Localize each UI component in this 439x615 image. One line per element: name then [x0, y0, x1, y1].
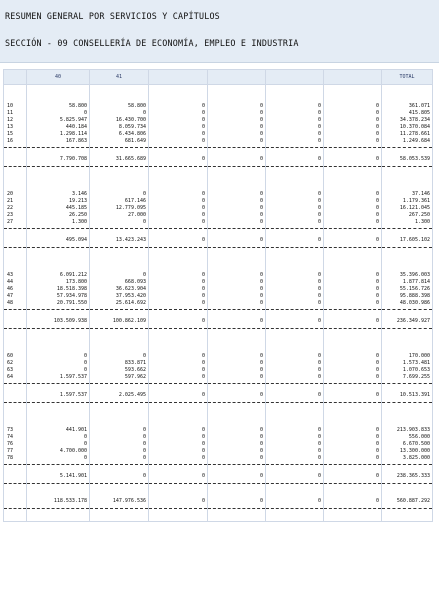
cell-value: 0 [324, 293, 382, 300]
cell-value: 55.156.726 [382, 286, 433, 293]
cell-value: 0 [324, 272, 382, 279]
cell-value: 0 [266, 117, 324, 124]
cell-value: 8.059.734 [90, 124, 149, 131]
subtotal-row [4, 390, 433, 400]
cell-value: 147.976.536 [90, 496, 149, 506]
cell-value: 213.903.833 [382, 427, 433, 434]
cell-value: 0 [266, 374, 324, 381]
cell-value: 0 [266, 390, 324, 400]
column-header [149, 70, 208, 85]
cell-value: 0 [149, 124, 208, 131]
cell-value: 440.184 [27, 124, 90, 131]
cell-value: 0 [90, 272, 149, 279]
column-header [4, 70, 27, 85]
cell-value: 415.805 [382, 110, 433, 117]
row-code [4, 316, 27, 326]
column-header-total: TOTAL [382, 70, 433, 85]
cell-value: 0 [90, 448, 149, 455]
cell-value: 118.533.178 [27, 496, 90, 506]
cell-value: 0 [149, 300, 208, 307]
row-code: 76 [4, 441, 27, 448]
cell-value: 12.779.095 [90, 205, 149, 212]
cell-value: 0 [324, 286, 382, 293]
cell-value: 1.249.684 [382, 138, 433, 145]
table-row [4, 219, 433, 226]
cell-value: 0 [149, 286, 208, 293]
row-code [4, 471, 27, 481]
cell-value: 0 [266, 441, 324, 448]
cell-value: 1.298.114 [27, 131, 90, 138]
cell-value: 617.146 [90, 198, 149, 205]
cell-value: 0 [208, 496, 266, 506]
cell-value: 0 [266, 124, 324, 131]
row-code [4, 390, 27, 400]
cell-value: 0 [208, 154, 266, 164]
table-header-row [4, 70, 433, 85]
cell-value: 0 [208, 212, 266, 219]
cell-value: 1.300 [27, 219, 90, 226]
cell-value: 0 [266, 235, 324, 245]
cell-value: 0 [324, 316, 382, 326]
cell-value: 1.597.537 [27, 374, 90, 381]
cell-value: 0 [324, 131, 382, 138]
row-code: 13 [4, 124, 27, 131]
cell-value: 1.573.481 [382, 360, 433, 367]
report-title: RESUMEN GENERAL POR SERVICIOS Y CAPÍTULOS [5, 11, 220, 21]
cell-value: 0 [149, 272, 208, 279]
cell-value: 0 [208, 360, 266, 367]
row-code: 47 [4, 293, 27, 300]
cell-value: 0 [149, 131, 208, 138]
cell-value: 0 [266, 316, 324, 326]
cell-value: 0 [149, 390, 208, 400]
cell-value: 1.877.814 [382, 279, 433, 286]
cell-value: 0 [324, 191, 382, 198]
cell-value: 0 [266, 191, 324, 198]
table-row [4, 124, 433, 131]
row-code: 73 [4, 427, 27, 434]
cell-value: 495.094 [27, 235, 90, 245]
cell-value: 236.349.927 [382, 316, 433, 326]
cell-value: 445.185 [27, 205, 90, 212]
cell-value: 0 [266, 279, 324, 286]
row-code: 15 [4, 131, 27, 138]
cell-value: 57.934.978 [27, 293, 90, 300]
row-code [4, 154, 27, 164]
cell-value: 597.962 [90, 374, 149, 381]
cell-value: 0 [324, 434, 382, 441]
cell-value: 17.605.102 [382, 235, 433, 245]
cell-value: 48.030.986 [382, 300, 433, 307]
row-code: 27 [4, 219, 27, 226]
table-row [4, 110, 433, 117]
cell-value: 0 [149, 138, 208, 145]
cell-value: 0 [266, 496, 324, 506]
cell-value: 1.179.361 [382, 198, 433, 205]
cell-value: 0 [149, 110, 208, 117]
cell-value: 0 [149, 191, 208, 198]
cell-value: 1.070.653 [382, 367, 433, 374]
cell-value: 0 [266, 367, 324, 374]
cell-value: 0 [149, 455, 208, 462]
cell-value: 0 [90, 427, 149, 434]
cell-value: 0 [266, 110, 324, 117]
cell-value: 0 [149, 367, 208, 374]
row-code: 22 [4, 205, 27, 212]
cell-value: 0 [149, 219, 208, 226]
subtotal-row [4, 471, 433, 481]
cell-value: 6.434.806 [90, 131, 149, 138]
cell-value: 0 [149, 448, 208, 455]
cell-value: 0 [149, 427, 208, 434]
column-header [324, 70, 382, 85]
row-code: 62 [4, 360, 27, 367]
column-header: 41 [90, 70, 149, 85]
cell-value: 0 [90, 191, 149, 198]
total-row [4, 496, 433, 506]
cell-value: 0 [324, 390, 382, 400]
cell-value: 58.053.539 [382, 154, 433, 164]
cell-value: 0 [324, 117, 382, 124]
summary-table [3, 69, 433, 522]
cell-value: 13.300.000 [382, 448, 433, 455]
row-code: 74 [4, 434, 27, 441]
cell-value: 0 [27, 110, 90, 117]
table-row [4, 434, 433, 441]
cell-value: 0 [324, 212, 382, 219]
row-code: 21 [4, 198, 27, 205]
cell-value: 3.825.000 [382, 455, 433, 462]
cell-value: 0 [266, 360, 324, 367]
table-row [4, 279, 433, 286]
cell-value: 7.699.255 [382, 374, 433, 381]
cell-value: 0 [208, 390, 266, 400]
row-code: 77 [4, 448, 27, 455]
cell-value: 1.597.537 [27, 390, 90, 400]
cell-value: 0 [266, 138, 324, 145]
cell-value: 16.121.045 [382, 205, 433, 212]
cell-value: 6.670.500 [382, 441, 433, 448]
cell-value: 167.863 [27, 138, 90, 145]
cell-value: 0 [324, 353, 382, 360]
cell-value: 10.370.084 [382, 124, 433, 131]
cell-value: 0 [208, 117, 266, 124]
cell-value: 11.278.661 [382, 131, 433, 138]
table-row [4, 138, 433, 145]
cell-value: 0 [266, 286, 324, 293]
cell-value: 0 [208, 293, 266, 300]
table-row [4, 286, 433, 293]
cell-value: 0 [208, 124, 266, 131]
row-code: 46 [4, 286, 27, 293]
table-row [4, 353, 433, 360]
cell-value: 0 [149, 117, 208, 124]
cell-value: 0 [149, 154, 208, 164]
cell-value: 0 [266, 272, 324, 279]
cell-value: 0 [266, 455, 324, 462]
cell-value: 0 [149, 198, 208, 205]
cell-value: 0 [266, 427, 324, 434]
cell-value: 0 [266, 434, 324, 441]
cell-value: 37.146 [382, 191, 433, 198]
column-header: 40 [27, 70, 90, 85]
cell-value: 0 [149, 441, 208, 448]
table-row [4, 427, 433, 434]
subtotal-row [4, 235, 433, 245]
cell-value: 0 [90, 471, 149, 481]
cell-value: 668.093 [90, 279, 149, 286]
cell-value: 0 [208, 448, 266, 455]
cell-value: 0 [324, 124, 382, 131]
cell-value: 0 [208, 300, 266, 307]
row-code [4, 235, 27, 245]
cell-value: 0 [27, 360, 90, 367]
cell-value: 0 [149, 212, 208, 219]
cell-value: 0 [208, 110, 266, 117]
cell-value: 0 [266, 131, 324, 138]
cell-value: 0 [324, 205, 382, 212]
cell-value: 0 [266, 219, 324, 226]
cell-value: 0 [324, 103, 382, 110]
table-row [4, 131, 433, 138]
cell-value: 0 [208, 434, 266, 441]
cell-value: 4.700.000 [27, 448, 90, 455]
cell-value: 173.800 [27, 279, 90, 286]
cell-value: 0 [208, 441, 266, 448]
cell-value: 58.800 [27, 103, 90, 110]
cell-value: 0 [208, 235, 266, 245]
cell-value: 0 [324, 138, 382, 145]
cell-value: 238.365.333 [382, 471, 433, 481]
cell-value: 36.623.904 [90, 286, 149, 293]
cell-value: 0 [208, 272, 266, 279]
row-code: 12 [4, 117, 27, 124]
cell-value: 0 [149, 103, 208, 110]
cell-value: 0 [324, 279, 382, 286]
cell-value: 0 [149, 279, 208, 286]
row-code [4, 496, 27, 506]
table-row [4, 441, 433, 448]
subtotal-row [4, 316, 433, 326]
cell-value: 0 [149, 374, 208, 381]
cell-value: 0 [90, 434, 149, 441]
cell-value: 833.871 [90, 360, 149, 367]
cell-value: 0 [149, 353, 208, 360]
column-header [266, 70, 324, 85]
cell-value: 0 [90, 455, 149, 462]
report-header [0, 0, 439, 63]
cell-value: 0 [90, 110, 149, 117]
cell-value: 0 [208, 353, 266, 360]
cell-value: 0 [27, 441, 90, 448]
table-row [4, 191, 433, 198]
cell-value: 0 [208, 471, 266, 481]
cell-value: 0 [266, 212, 324, 219]
section-title: SECCIÓN - 09 CONSELLERÍA DE ECONOMÍA, EMPLEO E INDUSTRIA [5, 38, 299, 48]
cell-value: 0 [90, 353, 149, 360]
cell-value: 0 [27, 353, 90, 360]
cell-value: 0 [324, 154, 382, 164]
row-code: 43 [4, 272, 27, 279]
cell-value: 0 [324, 219, 382, 226]
cell-value: 25.614.692 [90, 300, 149, 307]
row-code: 78 [4, 455, 27, 462]
cell-value: 0 [324, 198, 382, 205]
cell-value: 7.790.708 [27, 154, 90, 164]
cell-value: 0 [266, 198, 324, 205]
row-code: 48 [4, 300, 27, 307]
table-row [4, 360, 433, 367]
table-row [4, 455, 433, 462]
cell-value: 0 [149, 235, 208, 245]
cell-value: 5.141.901 [27, 471, 90, 481]
row-code: 20 [4, 191, 27, 198]
cell-value: 27.000 [90, 212, 149, 219]
cell-value: 0 [324, 235, 382, 245]
cell-value: 0 [324, 455, 382, 462]
cell-value: 0 [149, 496, 208, 506]
table-row [4, 448, 433, 455]
cell-value: 19.213 [27, 198, 90, 205]
row-code: 10 [4, 103, 27, 110]
subtotal-row [4, 154, 433, 164]
row-code: 64 [4, 374, 27, 381]
cell-value: 0 [266, 293, 324, 300]
row-code: 60 [4, 353, 27, 360]
cell-value: 100.862.109 [90, 316, 149, 326]
cell-value: 170.000 [382, 353, 433, 360]
cell-value: 0 [324, 427, 382, 434]
row-code: 23 [4, 212, 27, 219]
table-row [4, 198, 433, 205]
cell-value: 58.800 [90, 103, 149, 110]
cell-value: 0 [149, 471, 208, 481]
cell-value: 560.887.292 [382, 496, 433, 506]
cell-value: 103.509.938 [27, 316, 90, 326]
cell-value: 0 [208, 205, 266, 212]
cell-value: 18.518.398 [27, 286, 90, 293]
cell-value: 0 [324, 367, 382, 374]
cell-value: 0 [90, 219, 149, 226]
cell-value: 0 [27, 455, 90, 462]
cell-value: 0 [208, 374, 266, 381]
cell-value: 0 [324, 300, 382, 307]
cell-value: 0 [208, 219, 266, 226]
cell-value: 593.662 [90, 367, 149, 374]
cell-value: 0 [208, 279, 266, 286]
row-code: 63 [4, 367, 27, 374]
cell-value: 0 [266, 448, 324, 455]
cell-value: 95.888.398 [382, 293, 433, 300]
table-row [4, 293, 433, 300]
cell-value: 37.953.420 [90, 293, 149, 300]
cell-value: 267.250 [382, 212, 433, 219]
cell-value: 0 [208, 367, 266, 374]
cell-value: 556.000 [382, 434, 433, 441]
cell-value: 26.250 [27, 212, 90, 219]
cell-value: 6.091.212 [27, 272, 90, 279]
cell-value: 0 [324, 496, 382, 506]
table-row [4, 212, 433, 219]
cell-value: 0 [324, 441, 382, 448]
cell-value: 0 [208, 316, 266, 326]
cell-value: 5.825.947 [27, 117, 90, 124]
cell-value: 361.071 [382, 103, 433, 110]
cell-value: 0 [149, 316, 208, 326]
row-code: 44 [4, 279, 27, 286]
cell-value: 13.423.243 [90, 235, 149, 245]
cell-value: 34.378.234 [382, 117, 433, 124]
cell-value: 16.430.700 [90, 117, 149, 124]
cell-value: 0 [324, 471, 382, 481]
cell-value: 3.146 [27, 191, 90, 198]
cell-value: 0 [27, 367, 90, 374]
spacer-row [4, 509, 433, 522]
cell-value: 0 [149, 293, 208, 300]
cell-value: 0 [208, 455, 266, 462]
row-code: 11 [4, 110, 27, 117]
cell-value: 0 [266, 103, 324, 110]
cell-value: 35.396.003 [382, 272, 433, 279]
cell-value: 0 [208, 103, 266, 110]
cell-value: 441.901 [27, 427, 90, 434]
cell-value: 0 [208, 286, 266, 293]
table-row [4, 117, 433, 124]
cell-value: 681.649 [90, 138, 149, 145]
column-header [208, 70, 266, 85]
cell-value: 0 [266, 471, 324, 481]
cell-value: 0 [90, 441, 149, 448]
cell-value: 31.665.689 [90, 154, 149, 164]
cell-value: 0 [266, 353, 324, 360]
table-row [4, 300, 433, 307]
cell-value: 0 [324, 374, 382, 381]
cell-value: 2.025.495 [90, 390, 149, 400]
cell-value: 0 [149, 360, 208, 367]
cell-value: 0 [208, 198, 266, 205]
cell-value: 0 [266, 205, 324, 212]
cell-value: 0 [149, 205, 208, 212]
table-row [4, 205, 433, 212]
cell-value: 0 [27, 434, 90, 441]
cell-value: 0 [149, 434, 208, 441]
cell-value: 0 [208, 427, 266, 434]
cell-value: 0 [324, 448, 382, 455]
table-row [4, 103, 433, 110]
cell-value: 10.513.391 [382, 390, 433, 400]
cell-value: 1.300 [382, 219, 433, 226]
table-body [4, 85, 433, 522]
cell-value: 20.791.550 [27, 300, 90, 307]
cell-value: 0 [208, 191, 266, 198]
cell-value: 0 [208, 131, 266, 138]
cell-value: 0 [324, 110, 382, 117]
cell-value: 0 [266, 300, 324, 307]
row-code: 16 [4, 138, 27, 145]
table-row [4, 374, 433, 381]
cell-value: 0 [324, 360, 382, 367]
cell-value: 0 [208, 138, 266, 145]
cell-value: 0 [266, 154, 324, 164]
table-row [4, 272, 433, 279]
table-row [4, 367, 433, 374]
